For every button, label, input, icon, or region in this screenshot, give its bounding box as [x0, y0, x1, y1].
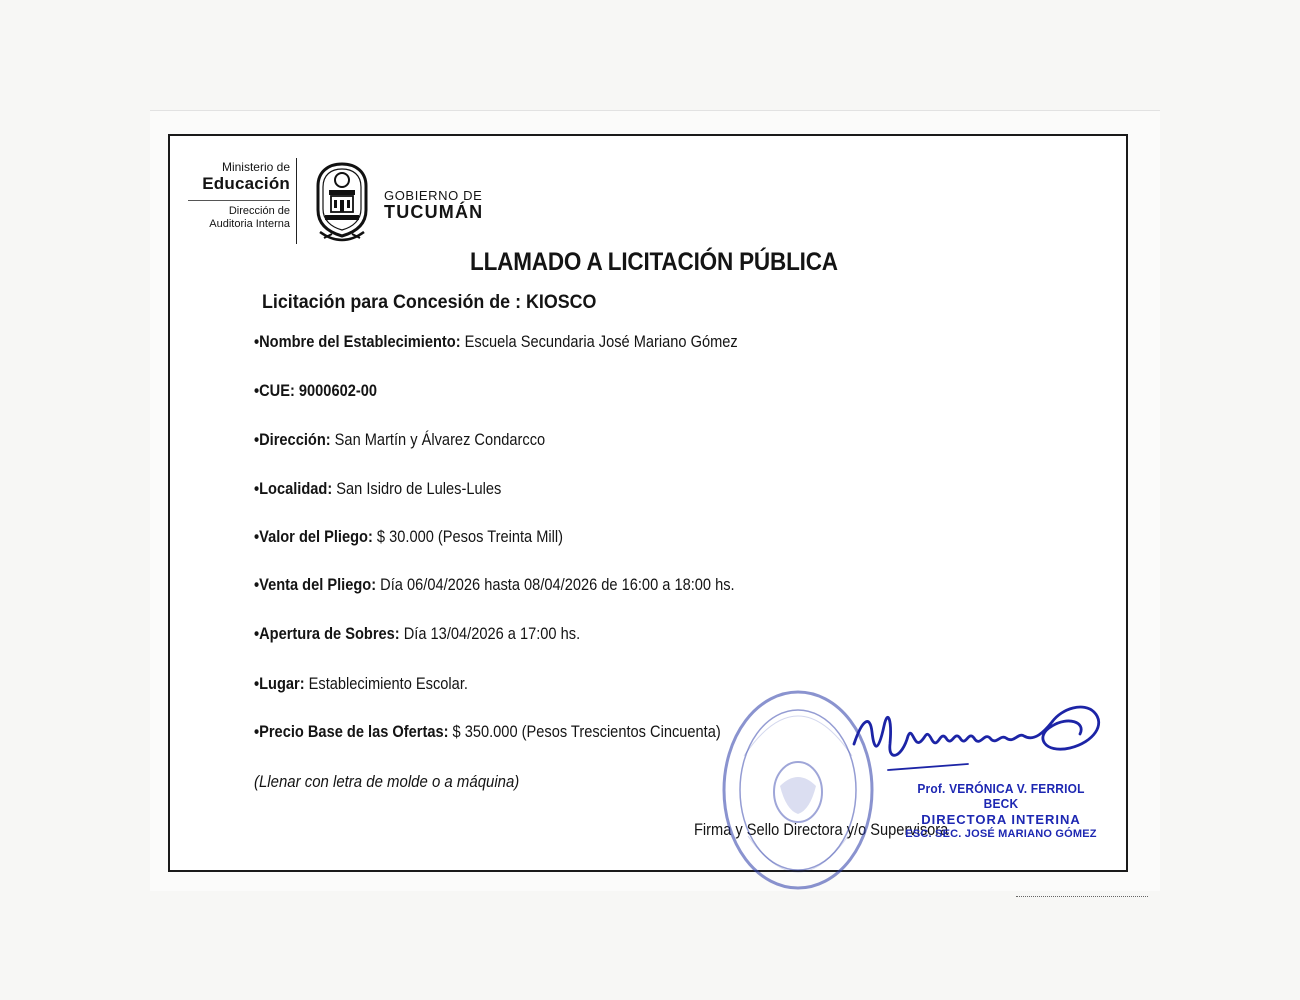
- field-cue: [254, 381, 377, 401]
- ministry-line2: Educación: [202, 174, 290, 193]
- field-localidad: [254, 479, 501, 499]
- field-nombre-establecimiento: [254, 332, 738, 352]
- field-precio-base: [254, 722, 721, 742]
- field-label: •Dirección:: [254, 430, 331, 449]
- field-value: Escuela Secundaria José Mariano Gómez: [460, 332, 738, 351]
- field-label: •Apertura de Sobres:: [254, 624, 400, 643]
- field-label: •Nombre del Establecimiento:: [254, 332, 461, 351]
- field-lugar: [254, 674, 468, 694]
- field-apertura-sobres: [254, 624, 580, 644]
- field-label: •Localidad:: [254, 479, 333, 498]
- field-label: •Lugar:: [254, 674, 305, 693]
- ministry-line1: Ministerio de: [221, 160, 290, 174]
- director-stamp: [896, 781, 1106, 840]
- scan-dotted-line: [1016, 896, 1148, 897]
- handwritten-signature: [848, 692, 1110, 778]
- field-value: Establecimiento Escolar.: [304, 674, 468, 693]
- stamp-role: DIRECTORA INTERINA: [921, 812, 1081, 827]
- ministry-sub2: Auditoria Interna: [209, 218, 290, 230]
- field-value: Día 13/04/2026 a 17:00 hs.: [399, 624, 581, 643]
- field-direccion: [254, 430, 545, 450]
- field-label: •Venta del Pliego:: [254, 575, 377, 594]
- licitacion-subtitle: Licitación para Concesión de : KIOSCO: [262, 292, 597, 313]
- field-valor-pliego: [254, 527, 563, 547]
- field-venta-pliego: [254, 575, 735, 595]
- gobierno-logo: [384, 188, 483, 222]
- signature-caption: Firma y Sello Directora y/o Supervisora: [694, 820, 949, 839]
- ministry-logo: [180, 160, 290, 231]
- gobierno-line2: TUCUMÁN: [384, 202, 484, 222]
- stamp-name: Prof. VERÓNICA V. FERRIOL BECK: [917, 781, 1085, 811]
- stamp-school: ESC. SEC. JOSÉ MARIANO GÓMEZ: [905, 828, 1097, 840]
- gobierno-line1: GOBIERNO DE: [384, 188, 483, 203]
- field-value: Día 06/04/2026 hasta 08/04/2026 de 16:00 a 18:00 hs.: [376, 575, 735, 594]
- field-label: •Precio Base de las Ofertas:: [254, 722, 449, 741]
- field-value: $ 350.000 (Pesos Trescientos Cincuenta): [448, 722, 721, 741]
- ministry-sub1: Dirección de: [228, 205, 290, 217]
- field-value: San Martín y Álvarez Condarcco: [330, 430, 546, 449]
- logo-separator: [296, 158, 297, 244]
- field-label: •CUE: 9000602-00: [254, 381, 377, 400]
- field-label: •Valor del Pliego:: [254, 527, 373, 546]
- ministry-divider: [188, 200, 290, 201]
- fill-instruction-note: (Llenar con letra de molde o a máquina): [254, 772, 520, 791]
- field-value: San Isidro de Lules-Lules: [332, 479, 502, 498]
- page-title: LLAMADO A LICITACIÓN PÚBLICA: [470, 248, 838, 276]
- field-value: $ 30.000 (Pesos Treinta Mill): [372, 527, 564, 546]
- tucuman-shield-icon: [310, 160, 374, 248]
